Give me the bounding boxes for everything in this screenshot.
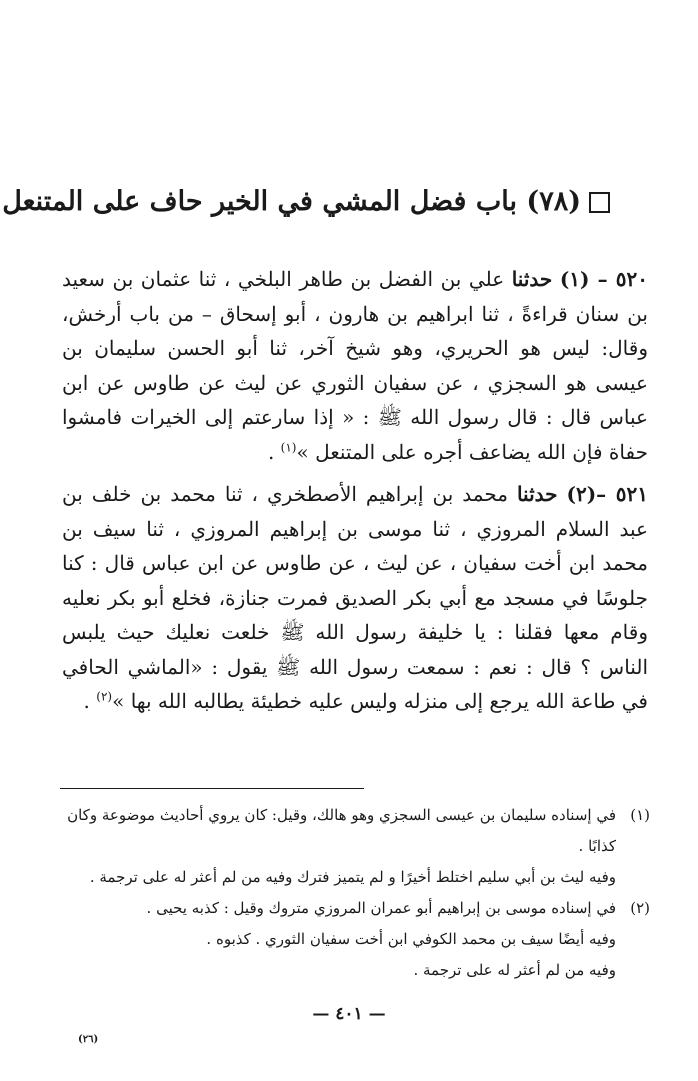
footnote-text [62,893,616,986]
hadith-520 [62,262,648,469]
hadith-number: ٥٢١ –(٢) [566,482,649,506]
footnote-reference: (٢) [96,689,113,704]
hadith-521 [62,477,648,719]
haddatha-word: حدثنا [516,482,558,506]
hadith-ending: . [267,439,275,464]
footnote-reference: (١) [280,439,297,454]
square-ornament-icon [589,192,610,213]
signature-mark: (٢٦) [78,1034,99,1045]
hadith-body: علي بن الفضل بن طاهر البلخي ، ثنا عثمان بن سعيد بن سنان قراءةً ، ثنا ابراهيم بن هارون ، أبو إسحاق – من باب أرخش، وقال: ليس هو الحريري، وهو شيخ آخر، ثنا أبو الحسن سليمان بن عيسى هو السجزي ، عن سفيان الثوري عن ليث عن طاوس عن ابن عباس قال : قال رسول الله ﷺ : « إذا سارعتم إلى الخيرات فامشوا حفاة فإن الله يضاعف أجره على المتنعل » [62,267,648,464]
page-number: — ٤٠١ — [312,1004,386,1024]
footnote-text [62,800,616,893]
footnote-2 [62,893,650,986]
footnote-line: وفيه ليث بن أبي سليم اختلط أخيرًا و لم يتميز فترك وفيه من لم أعثر له على ترجمة . [89,868,616,886]
footnote-line: في إسناده موسى بن إبراهيم أبو عمران المروزي متروك وقيل : كذبه يحيى . [146,899,616,917]
footnote-line: في إسناده سليمان بن عيسى السجزي وهو هالك، وقيل: كان يروي أحاديث موضوعة وكان كذابًا . [67,806,616,855]
chapter-title-text: (٧٨) باب فضل المشي في الخير حاف على المتنعل [2,186,581,217]
footnote-number: (١) [630,806,650,824]
hadith-ending: . [83,689,90,713]
hadith-body: محمد بن إبراهيم الأصطخري ، ثنا محمد بن خلف بن عبد السلام المروزي ، ثنا موسى بن إبراهيم المروزي ، ثنا سيف بن محمد ابن أخت سفيان ، عن ليث ، عن طاوس عن ابن عباس قال : كنا جلوسًا في مسجد مع أبي بكر الصديق فمرت جنازة، فخلع أبو بكر نعليه وقام معها فقلنا : يا خليفة رسول الله ﷺ خلعت نعليك حيث يلبس الناس ؟ قال : نعم : سمعت رسول الله ﷺ يقول : «الماشي الحافي في طاعة الله يرجع إلى منزله وليس عليه خطيئة يطالبه الله بها » [62,482,648,713]
chapter-title [2,180,618,224]
footnote-1 [62,800,650,893]
footnote-divider [60,788,364,789]
footnote-line: وفيه أيضًا سيف بن محمد الكوفي ابن أخت سفيان الثوري . كذبوه . [206,930,616,948]
footnote-line: وفيه من لم أعثر له على ترجمة . [413,961,616,979]
hadith-text-block [62,262,648,719]
footnotes [62,800,650,986]
hadith-number: ٥٢٠ – (١) [559,267,649,291]
haddatha-word: حدثنا [511,267,553,291]
footnote-number: (٢) [630,899,650,917]
